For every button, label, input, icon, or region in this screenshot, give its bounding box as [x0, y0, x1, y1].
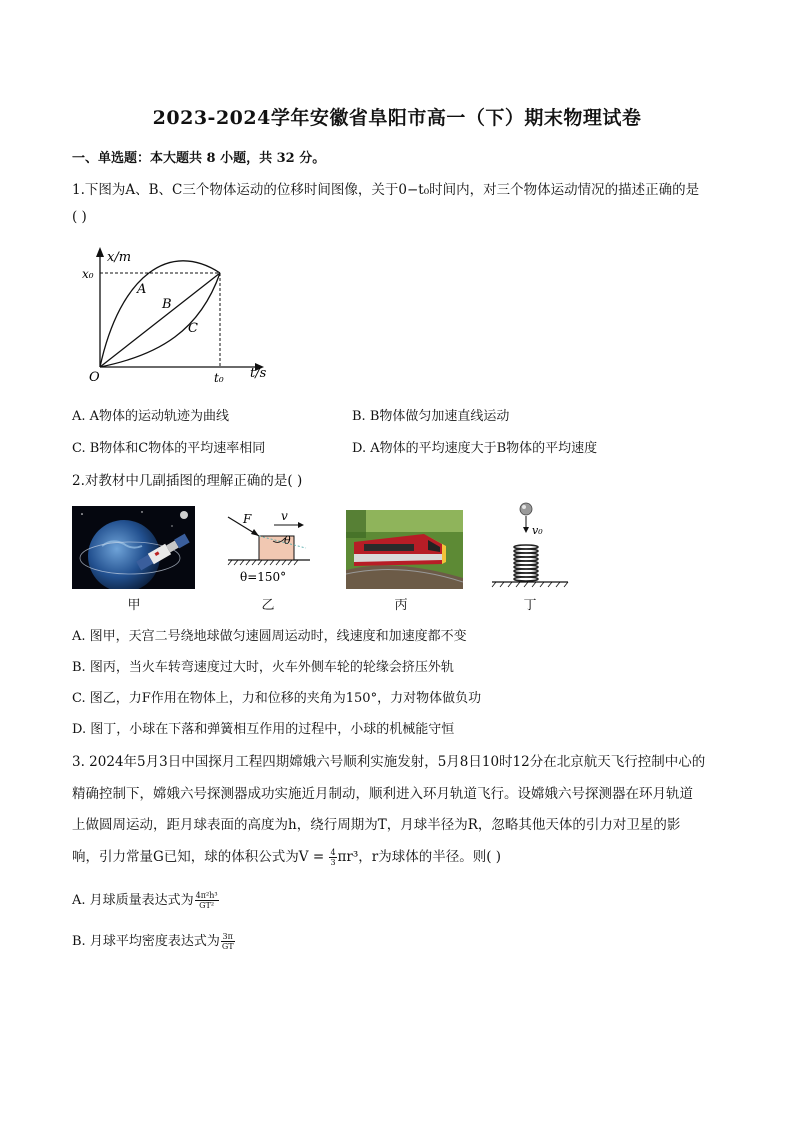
q3-line4 — [72, 845, 501, 867]
angle-caption: θ=150° — [240, 570, 287, 584]
q1-position-time-graph — [80, 245, 280, 385]
x-axis-label: t/s — [250, 366, 267, 381]
q3-line2: 精确控制下，嫦娥六号探测器成功实施近月制动，顺利进入环月轨道飞行。设嫦娥六号探测器在环月轨道 — [72, 786, 693, 802]
q3-line4-prefix: 响，引力常量G已知，球的体积公式为V = — [72, 849, 329, 865]
q1-option-a: A. A物体的运动轨迹为曲线 — [72, 409, 230, 424]
q2-stem: 2.对教材中几副插图的理解正确的是( ) — [72, 473, 303, 489]
curve-a — [100, 261, 220, 367]
q2-option-b: B. 图丙，当火车转弯速度过大时，火车外侧车轮的轮缘会挤压外轨 — [72, 660, 454, 675]
q2-option-d: D. 图丁，小球在下落和弹簧相互作用的过程中，小球的机械能守恒 — [72, 722, 455, 737]
caption-yi: 乙 — [261, 598, 275, 613]
ball-icon — [520, 503, 532, 515]
mass-fraction: $\frac{\text{4π²h³}}{\text{GT²}}$ — [195, 891, 218, 910]
y-axis-label: x/m — [107, 250, 132, 265]
y-axis-arrow — [96, 247, 104, 257]
figure-ding-ball-spring — [488, 500, 574, 592]
x0-label: x₀ — [82, 267, 94, 281]
caption-bing: 丙 — [394, 598, 408, 613]
q1-stem-line1: 1.下图为A、B、C三个物体运动的位移时间图像，关于0−t₀时间内，对三个物体运动情况的描述正确的是 — [72, 182, 700, 198]
q1-option-d: D. A物体的平均速度大于B物体的平均速度 — [352, 441, 598, 456]
moon-icon — [180, 511, 188, 519]
curve-c-label: C — [188, 321, 198, 336]
volume-fraction: $\frac{4}{3}$ — [330, 848, 336, 867]
figure-jia-space-station — [72, 506, 195, 589]
q3-line4-suffix: πr³，r为球体的半径。则( ) — [337, 849, 502, 865]
q1-stem-line2: ( ) — [72, 209, 87, 225]
figure-bing-train — [346, 510, 463, 589]
curve-b — [100, 273, 220, 367]
caption-ding: 丁 — [523, 598, 537, 613]
q2-option-a: A. 图甲，天宫二号绕地球做匀速圆周运动时，线速度和加速度都不变 — [72, 629, 467, 644]
density-fraction: $\frac{3\pi}{GT}$ — [221, 932, 234, 951]
curve-b-label: B — [162, 297, 172, 312]
page-title: 2023-2024学年安徽省阜阳市高一（下）期末物理试卷 — [152, 107, 642, 129]
q1-option-b: B. B物体做匀加速直线运动 — [352, 409, 510, 424]
q3-line1: 3. 2024年5月3日中国探月工程四期嫦娥六号顺利实施发射，5月8日10时12分在北京航天飞行控制中心的 — [72, 754, 706, 770]
velocity-label: v — [281, 509, 288, 523]
caption-jia: 甲 — [127, 598, 141, 613]
figure-yi-force-block — [218, 505, 318, 590]
q3-line3: 上做圆周运动，距月球表面的高度为h，绕行周期为T，月球半径为R，忽略其他天体的引力对卫星的影 — [72, 817, 681, 833]
q1-option-c: C. B物体和C物体的平均速率相同 — [72, 441, 266, 456]
velocity-label: v₀ — [532, 524, 543, 537]
curve-a-label: A — [137, 282, 147, 297]
section-heading: 一、单选题：本大题共 8 小题，共 32 分。 — [72, 151, 326, 166]
spring-icon — [514, 545, 538, 581]
force-label: F — [243, 512, 252, 526]
q3-option-a: A. 月球质量表达式为 $\frac{\text{4π²h³}}{\text{GT²}}$ — [72, 891, 218, 910]
q3-option-b: B. 月球平均密度表达式为 $\frac{3\pi}{GT}$ — [72, 932, 234, 951]
origin-label: O — [89, 370, 100, 385]
angle-label: θ — [284, 534, 291, 547]
t0-label: t₀ — [214, 371, 224, 385]
q2-option-c: C. 图乙，力F作用在物体上，力和位移的夹角为150°，力对物体做负功 — [72, 691, 482, 706]
